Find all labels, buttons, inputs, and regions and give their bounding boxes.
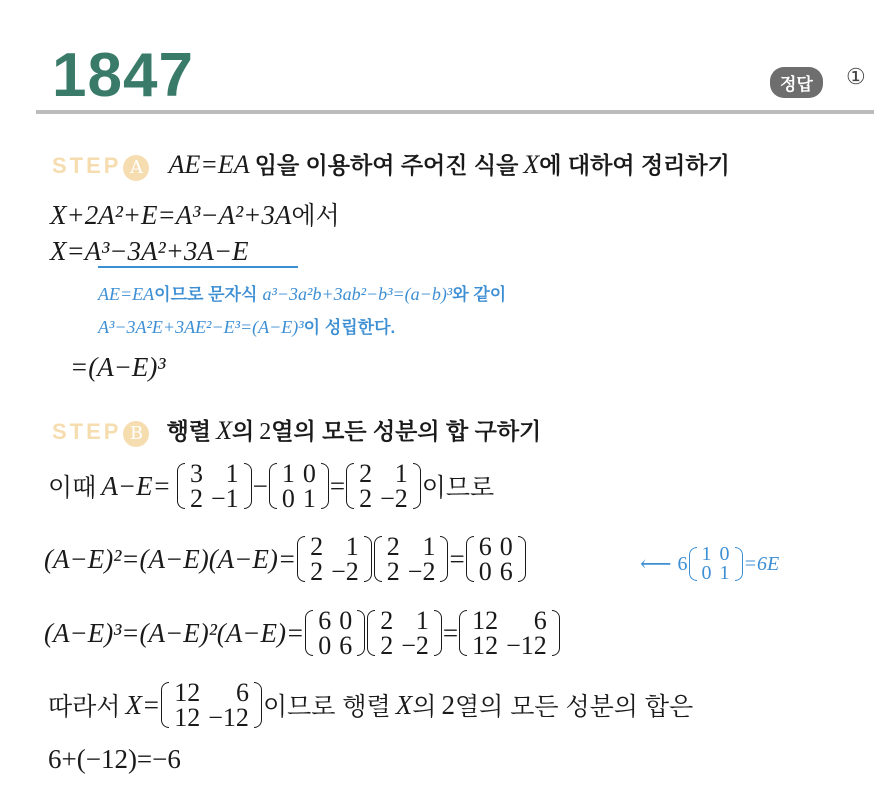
line2-math: X=A³−3A²+3A−E — [50, 236, 249, 266]
row4-var: X — [395, 689, 413, 720]
step-a-note2 — [98, 313, 395, 338]
matrix-a-minus-e-1: 2 1 2 −2 — [296, 534, 373, 584]
row3-lhs: (A−E)³=(A−E)²(A−E)= — [44, 617, 305, 648]
matrix-x-2: 12 6 12 −12 — [160, 680, 263, 730]
note1-math: AE=EA — [98, 284, 155, 304]
step-a-tag: STEP — [52, 153, 122, 178]
step-a-title-text: 임을 이용하여 주어진 식을 — [254, 152, 519, 178]
step-a-line2 — [50, 236, 249, 267]
answer-badge: 정답 — [770, 67, 823, 98]
matrix-a-minus-e: 2 1 2 −2 — [345, 461, 422, 511]
matrix-identity-note: 1 0 0 1 — [688, 545, 744, 583]
row2-note-coef: 6 — [677, 552, 688, 575]
problem-number: 1847 — [52, 41, 194, 110]
step-b-heading — [52, 413, 541, 447]
step-b-row4 — [48, 680, 693, 730]
row4-prefix: 따라서 — [48, 693, 121, 721]
line1-math: X+2A²+E=A³−A²+3A — [50, 200, 292, 230]
step-b-letter-icon: B — [123, 421, 149, 447]
step-a-title-math: AE=EA — [168, 150, 250, 179]
row4-lhs: X= — [125, 689, 161, 720]
matrix-a: 3 1 2 −1 — [176, 461, 253, 511]
note1-text2: 와 같이 — [452, 285, 507, 304]
line3-math: =(A−E)³ — [70, 352, 166, 382]
step-b-row1: 이때 A−E= 3 1 2 −1 − 1 0 0 1 = 2 1 2 −2 이므로 — [48, 459, 495, 513]
step-b-row5 — [48, 744, 181, 775]
step-a-line1 — [50, 196, 340, 232]
matrix-e: 1 0 0 1 — [268, 461, 330, 511]
row1-prefix: 이때 — [48, 474, 97, 502]
line1-text: 에서 — [291, 202, 340, 230]
step-a-line3 — [70, 352, 166, 383]
step-a-heading — [52, 147, 730, 181]
step-a-letter-icon: A — [123, 155, 149, 181]
step-a-title-var: X — [523, 150, 540, 179]
note2-text: 이 성립한다. — [303, 318, 396, 337]
matrix-six: 6 0 0 6 — [465, 534, 527, 584]
note2-math: A³−3A²E+3AE²−E³=(A−E)³ — [98, 317, 304, 337]
step-b-title-var: X — [216, 416, 232, 445]
row4-text3: 열의 모든 성분의 합은 — [454, 693, 694, 721]
row1-suffix: 이므로 — [421, 474, 495, 502]
row2-note-rhs: =6E — [743, 552, 780, 575]
matrix-a-minus-e-3: 2 1 2 −2 — [366, 608, 443, 658]
row4-text1: 이므로 행렬 — [262, 693, 391, 721]
arrow-left-icon: ⟵ — [640, 551, 672, 577]
answer-choice: ① — [846, 64, 866, 89]
header-rule — [36, 110, 874, 114]
matrix-x: 12 6 12 −12 — [458, 608, 561, 658]
step-a-title-text2: 에 대하여 정리하기 — [539, 152, 730, 178]
row2-lhs: (A−E)²=(A−E)(A−E)= — [44, 543, 297, 574]
final-answer: 6+(−12)=−6 — [48, 744, 181, 774]
row4-num: 2 — [441, 689, 455, 720]
row2-note — [640, 545, 779, 583]
matrix-six-2: 6 0 0 6 — [304, 608, 366, 658]
step-a-note1 — [98, 280, 506, 305]
step-b-title-text3: 열의 모든 성분의 합 구하기 — [271, 418, 542, 444]
step-b-tag: STEP — [52, 419, 122, 444]
note1-math2: a³−3a²b+3ab²−b³=(a−b)³ — [262, 284, 453, 304]
step-b-title-text1: 행렬 — [166, 418, 211, 444]
step-b-row3: (A−E)³=(A−E)²(A−E)= 6 0 0 6 2 1 2 −2 = 12 6 12 −12 — [44, 608, 561, 658]
highlight-underline — [98, 266, 298, 268]
matrix-a-minus-e-2: 2 1 2 −2 — [373, 534, 450, 584]
row4-text2: 의 — [412, 693, 437, 721]
note1-text: 이므로 문자식 — [154, 285, 258, 304]
step-b-title-num: 2 — [259, 419, 272, 445]
step-b-title-text2: 의 — [231, 418, 255, 444]
step-b-row2: (A−E)²=(A−E)(A−E)= 2 1 2 −2 2 1 2 −2 = 6 0 0 6 — [44, 534, 527, 584]
row1-lhs: A−E= — [101, 470, 171, 501]
